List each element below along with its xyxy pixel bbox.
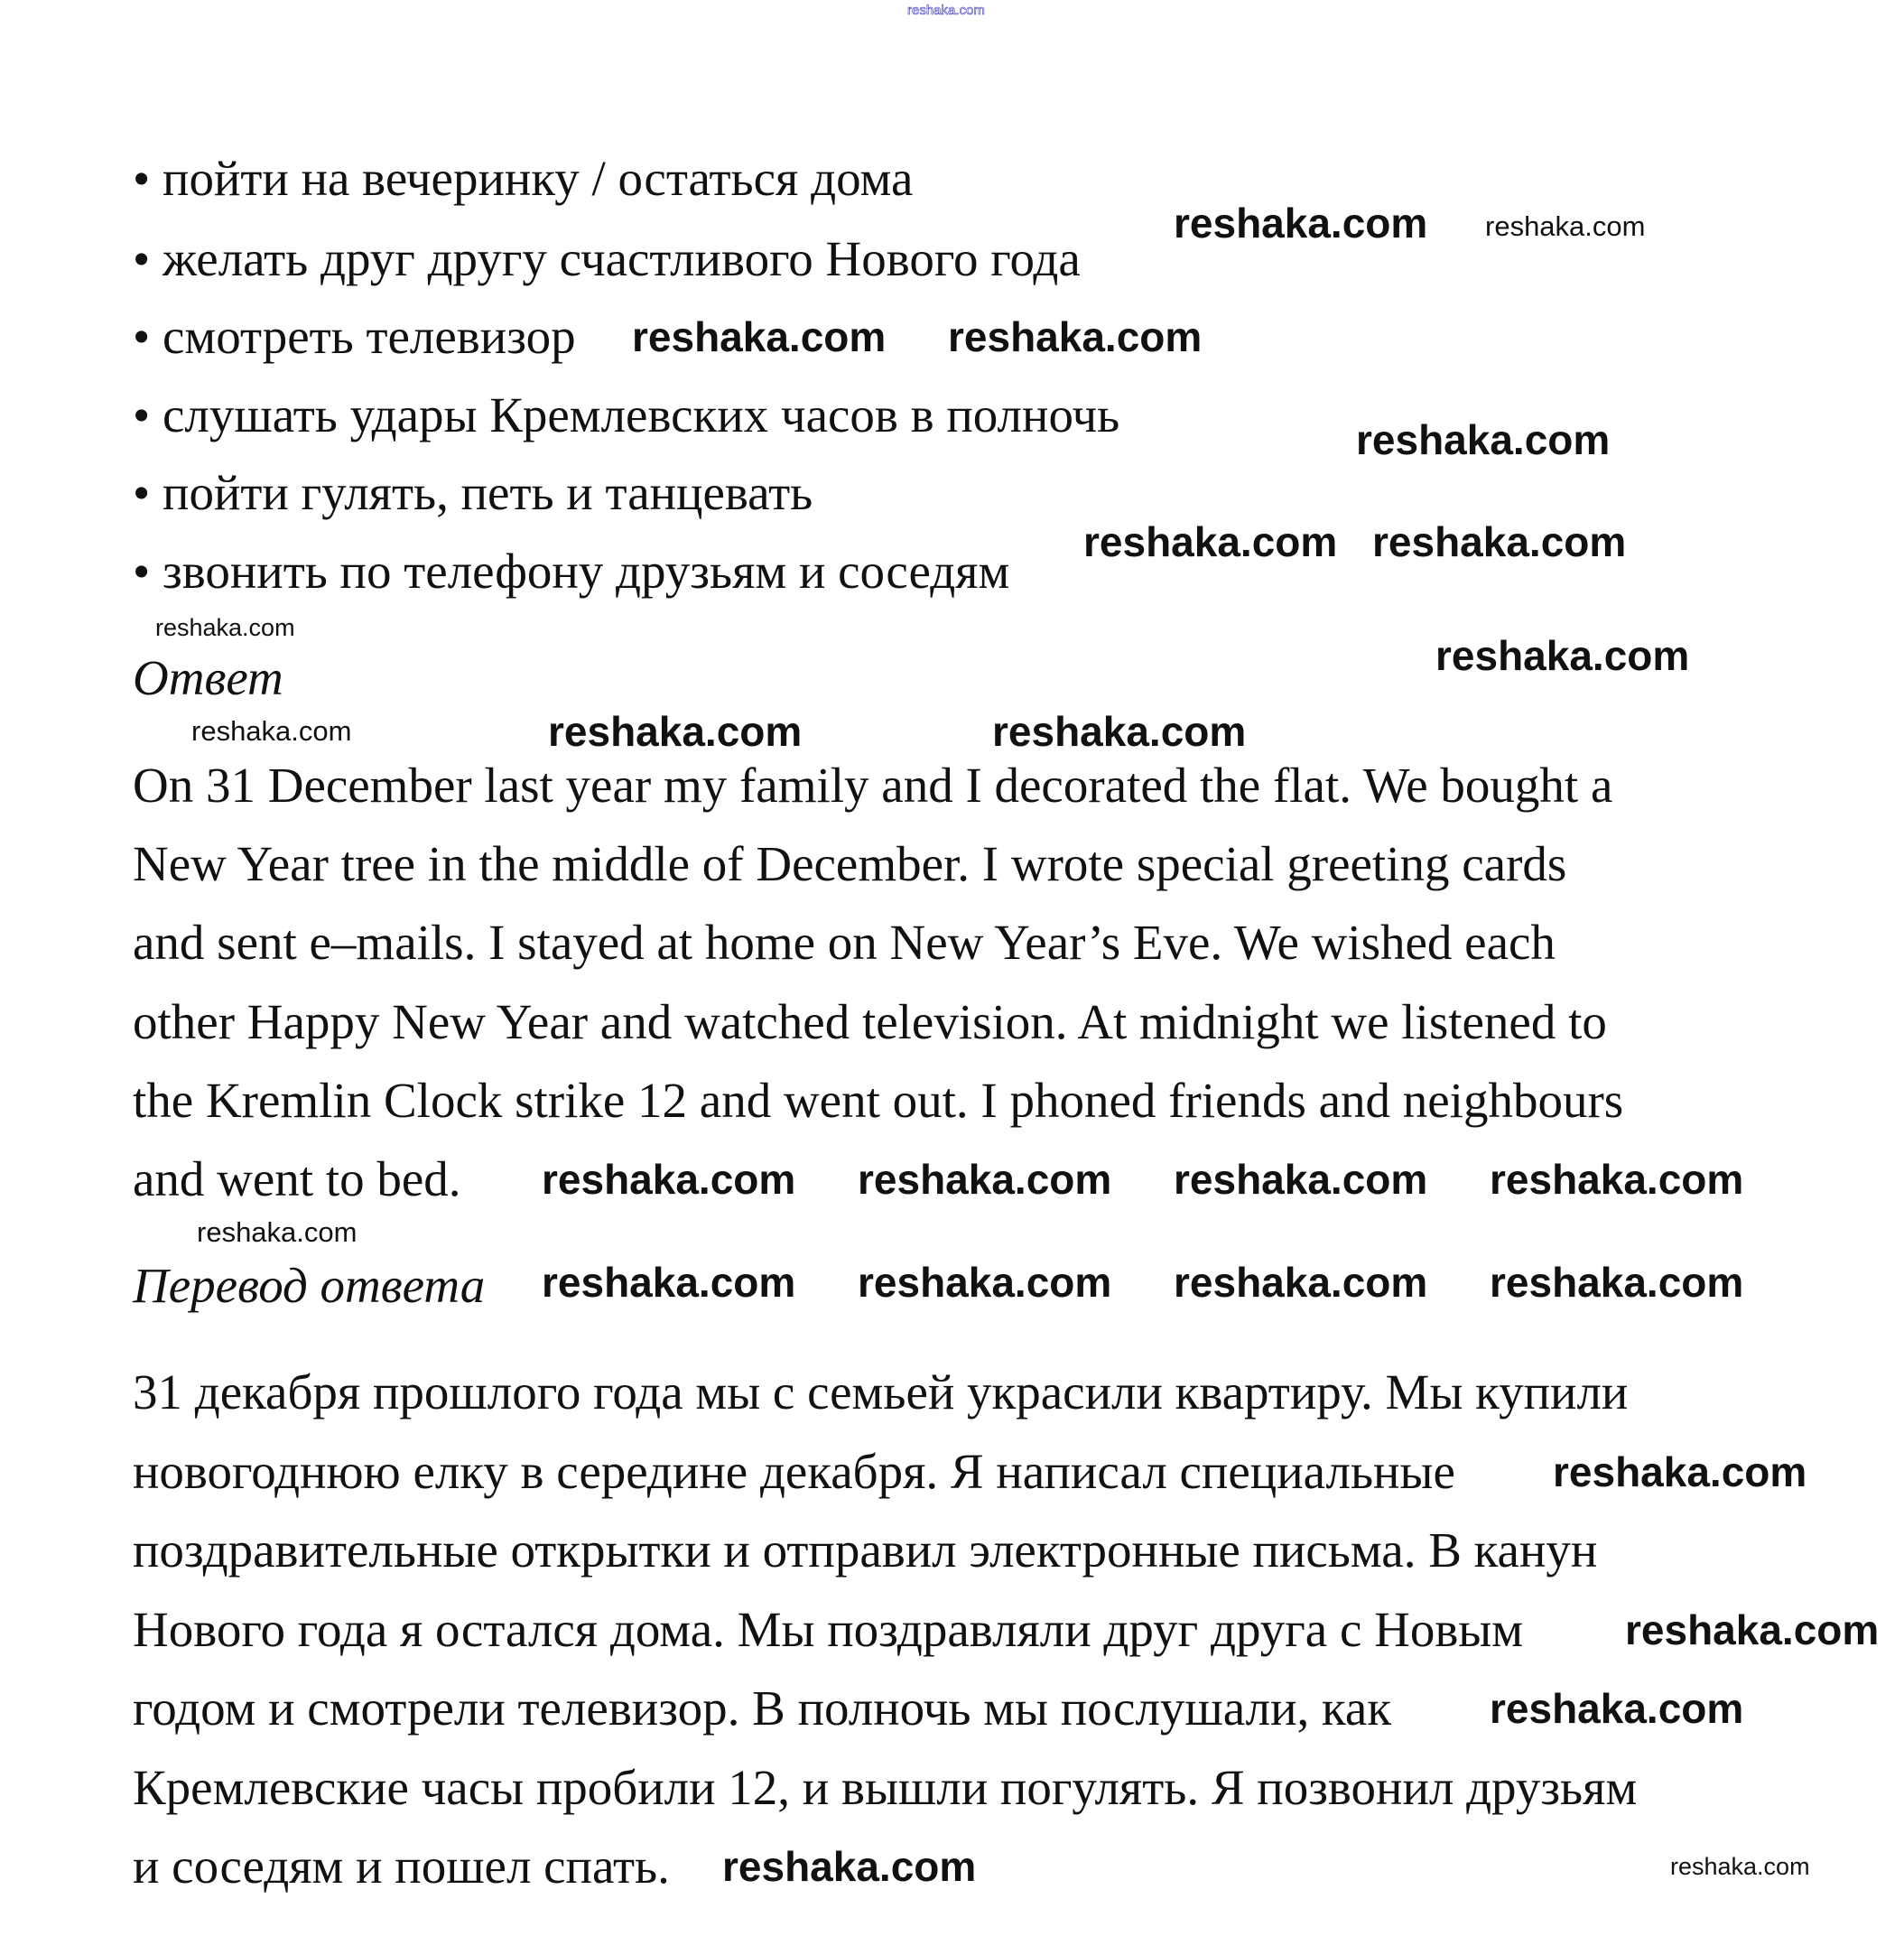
translation-line: 31 декабря прошлого года мы с семьей украсили квартиру. Мы купили bbox=[133, 1364, 1629, 1419]
watermark: reshaka.com bbox=[1485, 210, 1646, 242]
translation-line: годом и смотрели телевизор. В полночь мы послушали, как bbox=[133, 1680, 1392, 1736]
bullet-item: • пойти на вечеринку / остаться дома bbox=[133, 151, 914, 206]
watermark: reshaka.com bbox=[542, 1259, 796, 1306]
answer-line: New Year tree in the middle of December. I wrote special greeting cards bbox=[133, 836, 1567, 891]
watermark: reshaka.com bbox=[992, 708, 1247, 755]
translation-line: поздравительные открытки и отправил электронные письма. В канун bbox=[133, 1522, 1598, 1578]
watermark: reshaka.com bbox=[1625, 1606, 1880, 1653]
watermark: reshaka.com bbox=[1490, 1259, 1744, 1306]
translation-line: и соседям и пошел спать. bbox=[133, 1838, 670, 1894]
watermark: reshaka.com bbox=[632, 313, 887, 360]
answer-heading: Ответ bbox=[133, 650, 283, 705]
watermark: reshaka.com bbox=[1174, 1156, 1428, 1203]
answer-line: the Kremlin Clock strike 12 and went out. I phoned friends and neighbours bbox=[133, 1073, 1624, 1128]
watermark: reshaka.com bbox=[1553, 1448, 1807, 1495]
watermark: reshaka.com bbox=[858, 1259, 1112, 1306]
translation-heading: Перевод ответа bbox=[133, 1258, 486, 1313]
answer-line: On 31 December last year my family and I decorated the flat. We bought a bbox=[133, 758, 1613, 813]
watermark: reshaka.com bbox=[542, 1156, 796, 1203]
translation-line: новогоднюю елку в середине декабря. Я написал специальные bbox=[133, 1444, 1455, 1499]
bullet-item: • звонить по телефону друзьям и соседям bbox=[133, 544, 1010, 599]
watermark: reshaka.com bbox=[191, 715, 352, 747]
answer-line: and sent e–mails. I stayed at home on New Year’s Eve. We wished each bbox=[133, 915, 1556, 970]
bullet-item: • смотреть телевизор bbox=[133, 309, 576, 364]
watermark: reshaka.com bbox=[155, 614, 295, 641]
watermark: reshaka.com bbox=[1083, 518, 1338, 565]
bullet-item: • пойти гулять, петь и танцевать bbox=[133, 465, 813, 520]
watermark: reshaka.com bbox=[858, 1156, 1112, 1203]
answer-line: other Happy New Year and watched television. At midnight we listened to bbox=[133, 994, 1607, 1049]
watermark: reshaka.com bbox=[1435, 632, 1690, 679]
watermark: reshaka.com bbox=[1670, 1853, 1810, 1880]
watermark: reshaka.com bbox=[1174, 200, 1428, 247]
watermark: reshaka.com bbox=[197, 1216, 358, 1248]
watermark: reshaka.com bbox=[1174, 1259, 1428, 1306]
watermark: reshaka.com bbox=[722, 1843, 977, 1890]
watermark: reshaka.com bbox=[948, 313, 1203, 360]
bullet-item: • желать друг другу счастливого Нового года bbox=[133, 231, 1081, 286]
watermark: reshaka.com bbox=[1356, 416, 1611, 463]
watermark: reshaka.com bbox=[1372, 518, 1627, 565]
bullet-item: • слушать удары Кремлевских часов в полночь bbox=[133, 387, 1120, 442]
watermark: reshaka.com bbox=[1490, 1685, 1744, 1732]
watermark: reshaka.com bbox=[548, 708, 803, 755]
watermark: reshaka.com bbox=[1490, 1156, 1744, 1203]
answer-line: and went to bed. bbox=[133, 1151, 461, 1206]
header-watermark: reshaka.com bbox=[907, 3, 985, 18]
translation-line: Нового года я остался дома. Мы поздравляли друг друга с Новым bbox=[133, 1602, 1524, 1657]
translation-line: Кремлевские часы пробили 12, и вышли погулять. Я позвонил друзьям bbox=[133, 1760, 1638, 1815]
